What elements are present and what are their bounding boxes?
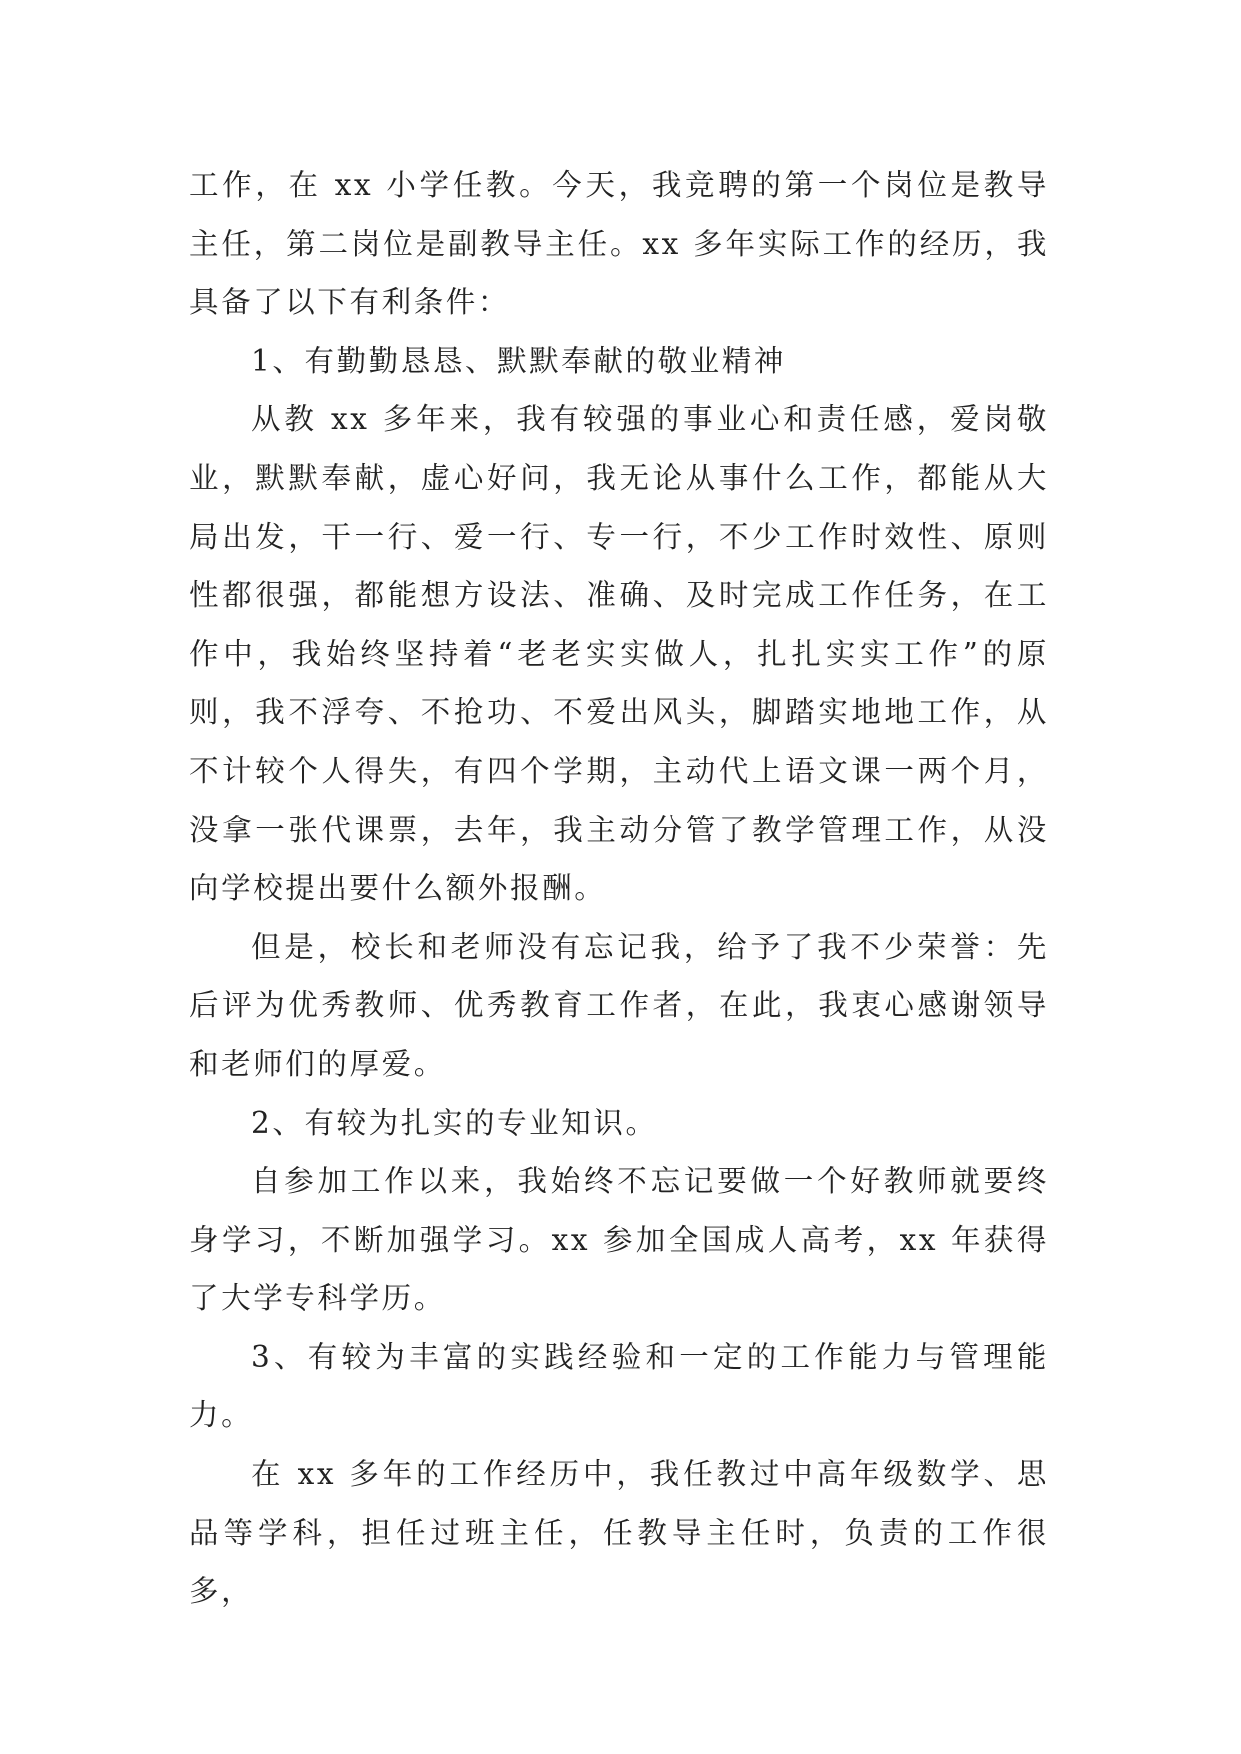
heading-point-1: 1、有勤勤恳恳、默默奉献的敬业精神 bbox=[251, 343, 786, 378]
paragraph-1: 工作，在 xx 小学任教。今天，我竞聘的第一个岗位是教导主任，第二岗位是副教导主任。xx 多年实际工作的经历，我具备了以下有利条件： bbox=[189, 168, 1049, 320]
paragraph-4: 自参加工作以来，我始终不忘记要做一个好教师就要终身学习，不断加强学习。xx 参加全国成人高考，xx 年获得了大学专科学历。 bbox=[189, 1164, 1049, 1316]
paragraph-3: 但是，校长和老师没有忘记我，给予了我不少荣誉：先后评为优秀教师、优秀教育工作者，在此，我衷心感谢领导和老师们的厚爱。 bbox=[189, 929, 1049, 1081]
heading-point-2: 2、有较为扎实的专业知识。 bbox=[251, 1105, 658, 1140]
heading-point-3: 3、有较为丰富的实践经验和一定的工作能力与管理能力。 bbox=[189, 1339, 1049, 1433]
document-body bbox=[189, 156, 1049, 1621]
paragraph-2: 从教 xx 多年来，我有较强的事业心和责任感，爱岗敬业，默默奉献，虚心好问，我无论从事什么工作，都能从大局出发，干一行、爱一行、专一行，不少工作时效性、原则性都很强，都能想方设法、准确、及时完成工作任务，在工作中，我始终坚持着“老老实实做人，扎扎实实工作”的原则，我不浮夸、不抢功、不爱出风头，脚踏实地地工作，从不计较个人得失，有四个学期，主动代上语文课一两个月，没拿一张代课票，去年，我主动分管了教学管理工作，从没向学校提出要什么额外报酬。 bbox=[189, 402, 1049, 906]
paragraph-5: 在 xx 多年的工作经历中，我任教过中高年级数学、思品等学科，担任过班主任，任教导主任时，负责的工作很多， bbox=[189, 1457, 1049, 1609]
